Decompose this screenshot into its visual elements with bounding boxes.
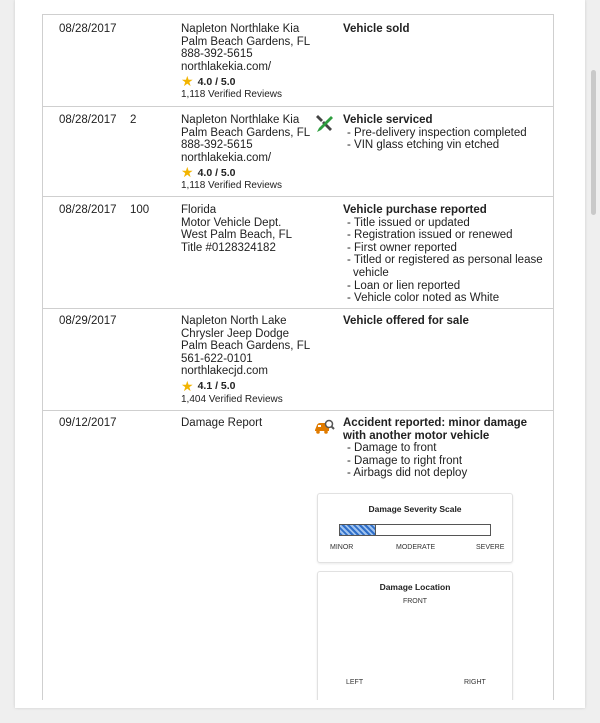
history-table: [42, 14, 554, 700]
record-title: Accident reported: minor damage with another motor vehicle: [343, 417, 528, 442]
source-line: Napleton North Lake: [181, 315, 287, 327]
record-source: [181, 114, 316, 193]
detail-item: - First owner reported: [343, 242, 548, 255]
record-details: [343, 315, 548, 328]
record-title: Vehicle offered for sale: [343, 315, 469, 327]
rating-value: 4.1 / 5.0: [197, 380, 236, 393]
source-line: Motor Vehicle Dept.: [181, 216, 282, 229]
damage-report-label: Damage Report: [181, 417, 263, 429]
detail-item: - Damage to right front: [343, 455, 548, 468]
damage-severity-card: [317, 493, 513, 563]
record-date: 08/28/2017: [59, 204, 117, 216]
source-website-link[interactable]: northlakekia.com/: [181, 151, 272, 164]
record-details: [343, 204, 548, 305]
detail-item: - Registration issued or renewed: [343, 229, 548, 242]
source-line: Chrysler Jeep Dodge: [181, 327, 290, 340]
source-phone: 888-392-5615: [181, 139, 253, 152]
location-right-label: RIGHT: [464, 679, 486, 686]
detail-item: - Damage to front: [343, 442, 548, 455]
rating-value: 4.0 / 5.0: [197, 75, 236, 88]
reviews-link[interactable]: 1,118 Verified Reviews: [181, 180, 282, 192]
source-line: West Palm Beach, FL: [181, 229, 292, 242]
record-odometer: 2: [130, 114, 137, 126]
reviews-link[interactable]: 1,118 Verified Reviews: [181, 89, 282, 101]
source-line: Palm Beach Gardens, FL: [181, 126, 311, 139]
damage-location-card: [317, 571, 513, 700]
detail-item: - Titled or registered as personal lease vehicle: [343, 254, 548, 279]
record-details: [343, 23, 548, 36]
star-icon: ★: [181, 377, 194, 394]
record-title: Vehicle purchase reported: [343, 204, 487, 216]
severity-label-moderate: MODERATE: [396, 544, 436, 551]
source-phone: 888-392-5615: [181, 48, 253, 61]
record-date: 08/29/2017: [59, 315, 117, 327]
severity-card-title: Damage Severity Scale: [368, 504, 462, 514]
scrollbar-thumb[interactable]: [591, 70, 596, 215]
source-phone: 561-622-0101: [181, 352, 253, 365]
rating: [181, 377, 316, 394]
detail-item: - Pre-delivery inspection completed: [343, 127, 548, 140]
table-row: [43, 107, 553, 197]
source-line: Palm Beach Gardens, FL: [181, 35, 311, 48]
detail-item: - Loan or lien reported: [343, 280, 548, 293]
record-title: Vehicle sold: [343, 23, 410, 35]
record-title: Vehicle serviced: [343, 114, 433, 126]
star-icon: ★: [181, 164, 194, 181]
detail-item: - Airbags did not deploy: [343, 467, 548, 480]
source-website-link[interactable]: northlakecjd.com: [181, 365, 268, 378]
record-details: [343, 417, 548, 480]
source-line: Palm Beach Gardens, FL: [181, 340, 311, 353]
table-row: [43, 411, 553, 700]
location-left-label: LEFT: [346, 679, 364, 686]
severity-label-severe: SEVERE: [476, 544, 505, 551]
record-date: 09/12/2017: [59, 417, 117, 429]
star-icon: ★: [181, 73, 194, 90]
table-row: [43, 15, 553, 107]
record-date: 08/28/2017: [59, 23, 117, 35]
detail-item: - Vehicle color noted as White: [343, 292, 548, 305]
record-date: 08/28/2017: [59, 114, 117, 126]
source-line: Napleton Northlake Kia: [181, 114, 300, 126]
record-source: [181, 315, 316, 407]
severity-fill: [340, 525, 376, 535]
severity-label-minor: MINOR: [330, 544, 354, 551]
detail-item: - VIN glass etching vin etched: [343, 139, 548, 152]
table-row: [43, 197, 553, 309]
location-card-title: Damage Location: [379, 582, 451, 592]
location-front-label: FRONT: [402, 598, 428, 605]
reviews-link[interactable]: 1,404 Verified Reviews: [181, 393, 283, 405]
detail-item: - Title issued or updated: [343, 217, 548, 230]
source-line: Napleton Northlake Kia: [181, 23, 300, 35]
wrench-screwdriver-icon: [313, 113, 335, 135]
rating: [181, 75, 316, 88]
record-odometer: 100: [130, 204, 150, 216]
severity-bar: [339, 524, 491, 536]
record-source: [181, 417, 316, 430]
source-website-link[interactable]: northlakekia.com/: [181, 60, 272, 73]
source-line: Florida: [181, 204, 217, 216]
rating-value: 4.0 / 5.0: [197, 166, 236, 179]
title-number: Title #0128324182: [181, 241, 276, 254]
table-row: [43, 309, 553, 411]
record-source: [181, 204, 316, 254]
car-accident-icon: [313, 416, 335, 438]
rating: [181, 166, 316, 179]
record-details: [343, 114, 548, 152]
record-source: [181, 23, 316, 102]
